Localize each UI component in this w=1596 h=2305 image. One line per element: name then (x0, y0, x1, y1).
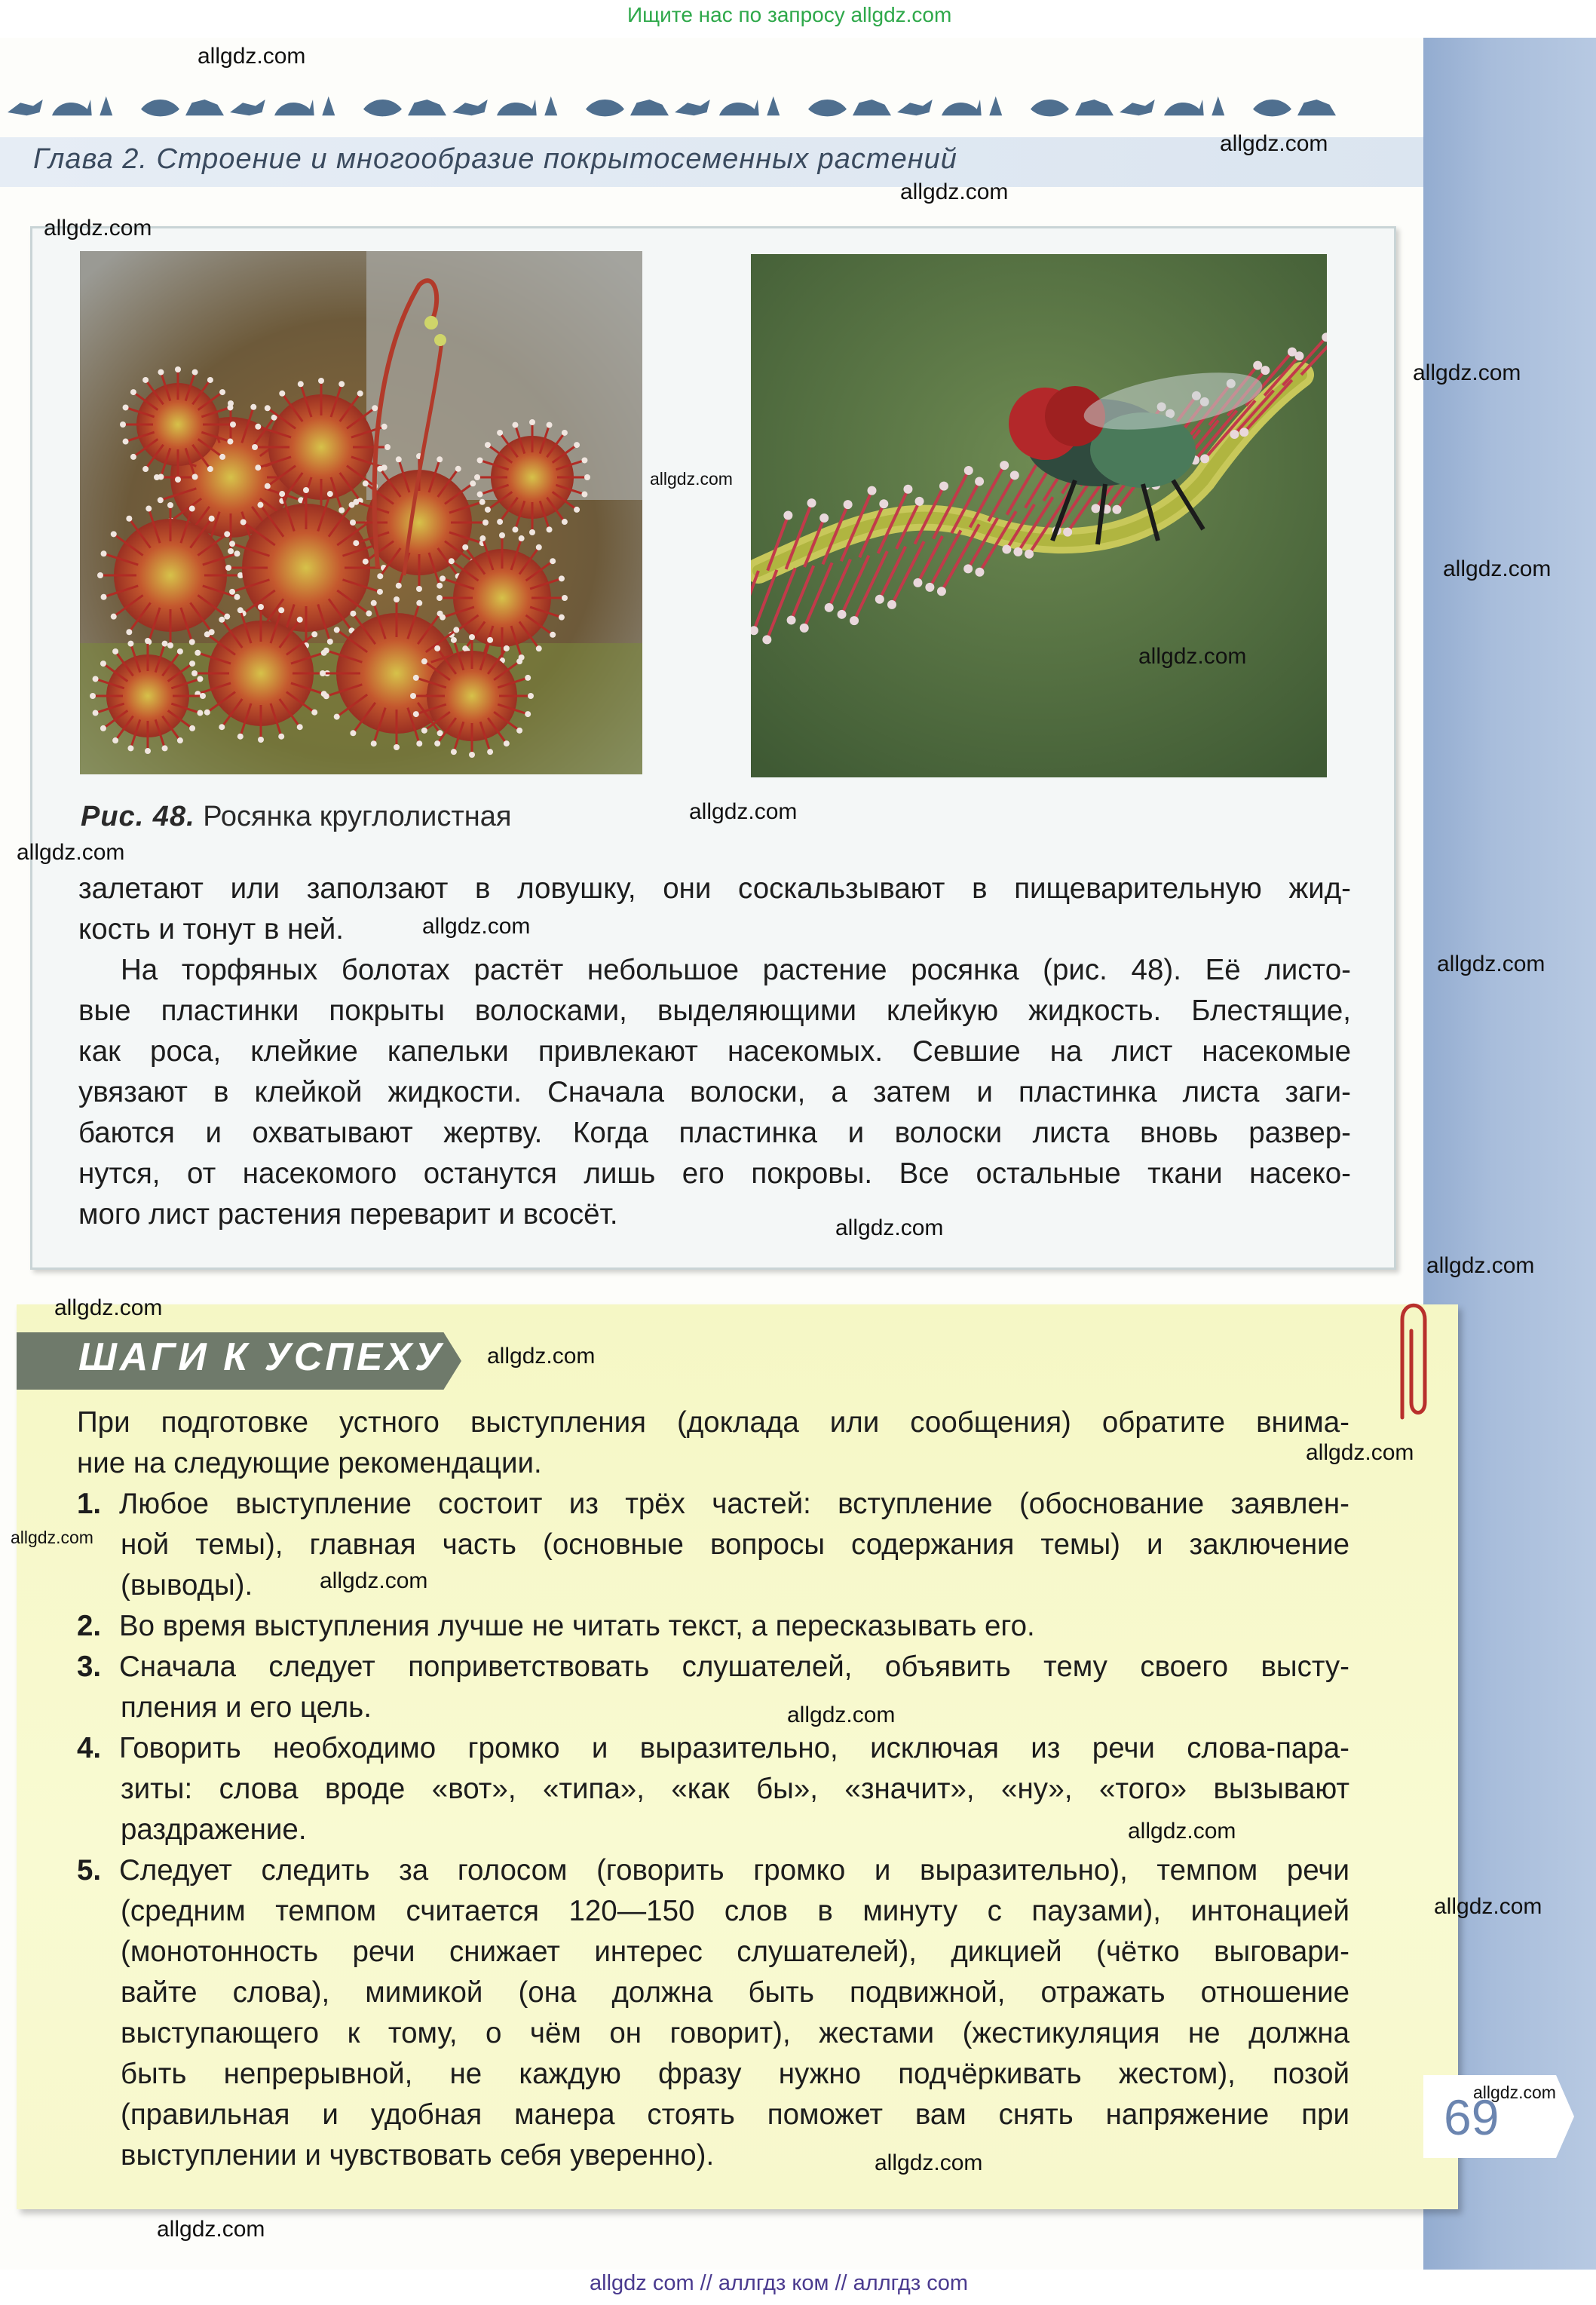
watermark[interactable]: allgdz.com (875, 2150, 983, 2175)
text-line: ной темы), главная часть (основные вопросы содержания темы) и заключение (121, 1528, 1349, 1561)
chapter-title: Глава 2. Строение и многообразие покрытосеменных растений (33, 143, 957, 175)
item-text: Сначала следует поприветствовать слушателей, объявить тему своего высту- (119, 1651, 1349, 1683)
watermark[interactable]: allgdz.com (422, 914, 531, 939)
watermark[interactable]: allgdz.com (1437, 952, 1545, 976)
item-number: 4. (77, 1732, 102, 1764)
text-line: пления и его цель. (121, 1691, 372, 1724)
item-text: Говорить необходимо громко и выразительно, исключая из речи слова-пара- (119, 1732, 1349, 1764)
paragraph-1 (78, 869, 1351, 950)
text-line: раздражение. (121, 1813, 307, 1846)
watermark[interactable]: allgdz.com (1426, 1253, 1535, 1278)
body-text (78, 869, 1351, 1235)
item-number: 2. (77, 1610, 102, 1642)
promo-banner[interactable]: Ищите нас по запросу allgdz.com (627, 3, 952, 26)
item-text: Любое выступление состоит из трёх частей: вступление (обоснование заявлен- (119, 1488, 1349, 1520)
watermark[interactable]: allgdz.com (54, 1295, 163, 1320)
text-line: ние на следующие рекомендации. (77, 1447, 542, 1479)
paragraph-2 (78, 950, 1351, 1235)
watermark[interactable]: allgdz.com (1434, 1894, 1542, 1919)
paperclip-icon (1386, 1289, 1438, 1425)
text-line (77, 1850, 1349, 1891)
watermark[interactable]: allgdz.com (1220, 131, 1328, 156)
text-line: зиты: слова вроде «вот», «типа», «как бы», «значит», «ну», «того» вызывают (121, 1773, 1349, 1805)
sundew-rosette-photo (80, 251, 642, 774)
text-line: (правильная и удобная манера стоять поможет вам снять напряжение при (121, 2098, 1349, 2131)
figure-caption-label: Рис. 48. (81, 801, 195, 832)
text-line: баются и охватывают жертву. Когда пластинка и волоски листа вновь развер- (78, 1117, 1351, 1149)
page-number: 69 (1444, 2089, 1500, 2145)
item-text: Во время выступления лучше не читать текст, а пересказывать его. (119, 1610, 1035, 1642)
watermark[interactable]: allgdz.com (1306, 1440, 1414, 1465)
text-line: как роса, клейкие капельки привлекают насекомых. Севшие на лист насекомые (78, 1035, 1351, 1068)
text-line: мого лист растения переварит и всосёт. (78, 1198, 618, 1231)
text-line: При подготовке устного выступления (доклада или сообщения) обратите внима- (77, 1406, 1349, 1439)
watermark[interactable]: allgdz.com (650, 469, 733, 489)
text-line (77, 1647, 1349, 1687)
fly-on-sundew-photo (751, 254, 1327, 777)
text-line (77, 1606, 1349, 1647)
item-number: 3. (77, 1651, 102, 1683)
text-line (77, 1484, 1349, 1525)
figure-caption-text: Росянка круглолистная (203, 801, 512, 832)
text-line: выступающего к тому, о чём он говорит), жестами (жестикуляция не должна (121, 2017, 1349, 2049)
recommendation-item (77, 1484, 1349, 1606)
watermark[interactable]: allgdz.com (11, 1528, 93, 1547)
text-line: (монотонность речи снижает интерес слушателей), дикцией (чётко выговари- (121, 1936, 1349, 1968)
watermark[interactable]: allgdz.com (17, 840, 125, 865)
watermark[interactable]: allgdz.com (487, 1344, 596, 1369)
recommendation-item (77, 1850, 1349, 2176)
success-intro (77, 1402, 1349, 1484)
item-number: 5. (77, 1854, 102, 1887)
text-line: быть непрерывной, не каждую фразу нужно подчёркивать жестом), позой (121, 2058, 1349, 2090)
footer-watermark[interactable]: allgdz com // аллгдз ком // аллгдз com (590, 2271, 968, 2295)
success-text (77, 1402, 1349, 2176)
watermark[interactable]: allgdz.com (787, 1703, 896, 1727)
watermark[interactable]: allgdz.com (320, 1568, 428, 1593)
animal-silhouette-band-icon (0, 83, 1342, 131)
watermark[interactable]: allgdz.com (900, 179, 1009, 204)
text-line: (средним темпом считается 120—150 слов в минуту с паузами), интонацией (121, 1895, 1349, 1927)
watermark[interactable]: allgdz.com (1473, 2083, 1556, 2102)
text-line: вайте слова), мимикой (она должна быть подвижной, отражать отношение (121, 1976, 1349, 2009)
text-line: вые пластинки покрыты волосками, выделяющими клейкую жидкость. Блестящие, (78, 995, 1351, 1027)
success-title: ШАГИ К УСПЕХУ (78, 1335, 445, 1379)
text-line: кость и тонут в ней. (78, 913, 345, 946)
watermark[interactable]: allgdz.com (1128, 1819, 1236, 1844)
watermark[interactable]: allgdz.com (835, 1215, 944, 1240)
text-line (77, 1728, 1349, 1769)
watermark[interactable]: allgdz.com (1138, 644, 1247, 669)
recommendation-item (77, 1606, 1349, 1647)
watermark[interactable]: allgdz.com (1413, 360, 1521, 385)
text-line: (выводы). (121, 1569, 253, 1602)
figure-caption (81, 801, 511, 833)
watermark[interactable]: allgdz.com (157, 2217, 265, 2242)
text-line: залетают или заползают в ловушку, они соскальзывают в пищеварительную жид- (78, 872, 1351, 905)
text-line: На торфяных болотах растёт небольшое растение росянка (рис. 48). Её листо- (121, 954, 1351, 986)
watermark[interactable]: allgdz.com (44, 216, 152, 241)
watermark[interactable]: allgdz.com (198, 44, 306, 69)
text-line: выступлении и чувствовать себя уверенно). (121, 2139, 715, 2172)
item-text: Следует следить за голосом (говорить громко и выразительно), темпом речи (119, 1854, 1349, 1887)
item-number: 1. (77, 1488, 102, 1520)
watermark[interactable]: allgdz.com (1443, 556, 1552, 581)
watermark[interactable]: allgdz.com (689, 799, 798, 824)
recommendation-item (77, 1647, 1349, 1728)
text-line: увязают в клейкой жидкости. Сначала волоски, а затем и пластинка листа заги- (78, 1076, 1351, 1108)
text-line: нутся, от насекомого останутся лишь его покровы. Все остальные ткани насеко- (78, 1157, 1351, 1190)
